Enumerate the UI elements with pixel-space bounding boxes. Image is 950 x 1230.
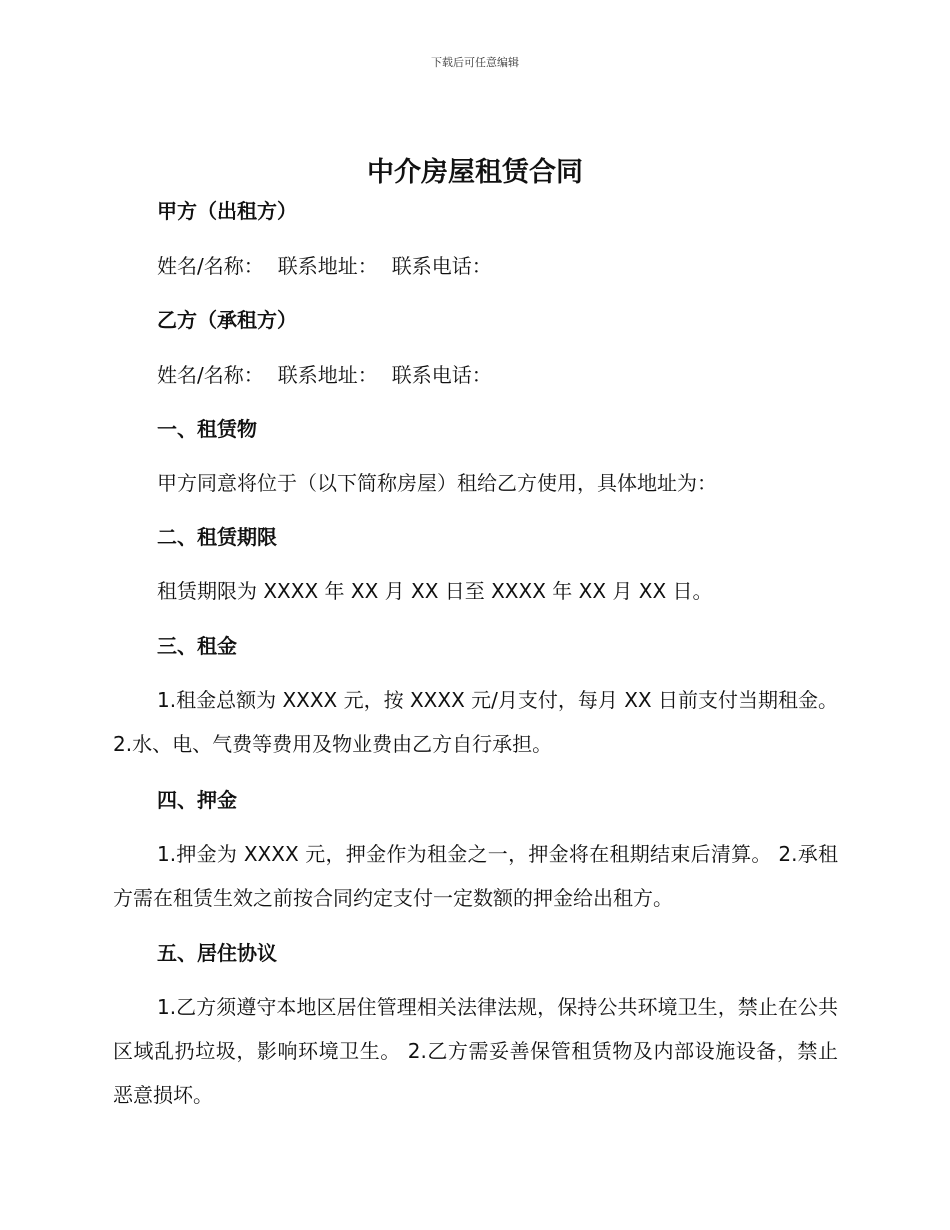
party-b-info-line — [157, 360, 492, 390]
section-heading: 二、租赁期限 — [157, 525, 277, 549]
section-heading: 五、居住协议 — [157, 941, 277, 965]
party-a-info-line — [157, 251, 492, 281]
section-paragraph: 1.租金总额为 XXXX 元，按 XXXX 元/月支付，每月 XX 日前支付当期租金。 2.水、电、气费等费用及物业费由乙方自行承担。 — [113, 688, 838, 756]
section-paragraph: 1.押金为 XXXX 元，押金作为租金之一，押金将在租期结束后清算。 2.承租方需在租赁生效之前按合同约定支付一定数额的押金给出租方。 — [113, 842, 838, 910]
section-heading: 三、租金 — [157, 634, 237, 658]
party-a-name-label: 姓名/名称： — [157, 254, 264, 278]
party-a-address-label: 联系地址： — [277, 254, 378, 278]
section-paragraph: 1.乙方须遵守本地区居住管理相关法律法规，保持公共环境卫生，禁止在公共区域乱扔垃圾，影响环境卫生。 2.乙方需妥善保管租赁物及内部设施设备，禁止恶意损坏。 — [113, 995, 838, 1107]
party-b-heading: 乙方（承租方） — [157, 308, 297, 332]
party-b-phone-label: 联系电话： — [391, 363, 492, 387]
party-b-name-label: 姓名/名称： — [157, 363, 264, 387]
party-b-address-label: 联系地址： — [277, 363, 378, 387]
section-heading: 一、租赁物 — [157, 417, 257, 441]
section-body: 租赁期限为 XXXX 年 XX 月 XX 日至 XXXX 年 XX 月 XX 日。 — [157, 579, 713, 603]
document-title: 中介房屋租赁合同 — [367, 157, 583, 188]
section-body: 甲方同意将位于（以下简称房屋）租给乙方使用，具体地址为： — [157, 471, 717, 495]
header-note: 下载后可任意编辑 — [431, 56, 519, 69]
section-heading: 四、押金 — [157, 788, 237, 812]
party-a-heading: 甲方（出租方） — [157, 199, 297, 223]
party-a-phone-label: 联系电话： — [391, 254, 492, 278]
